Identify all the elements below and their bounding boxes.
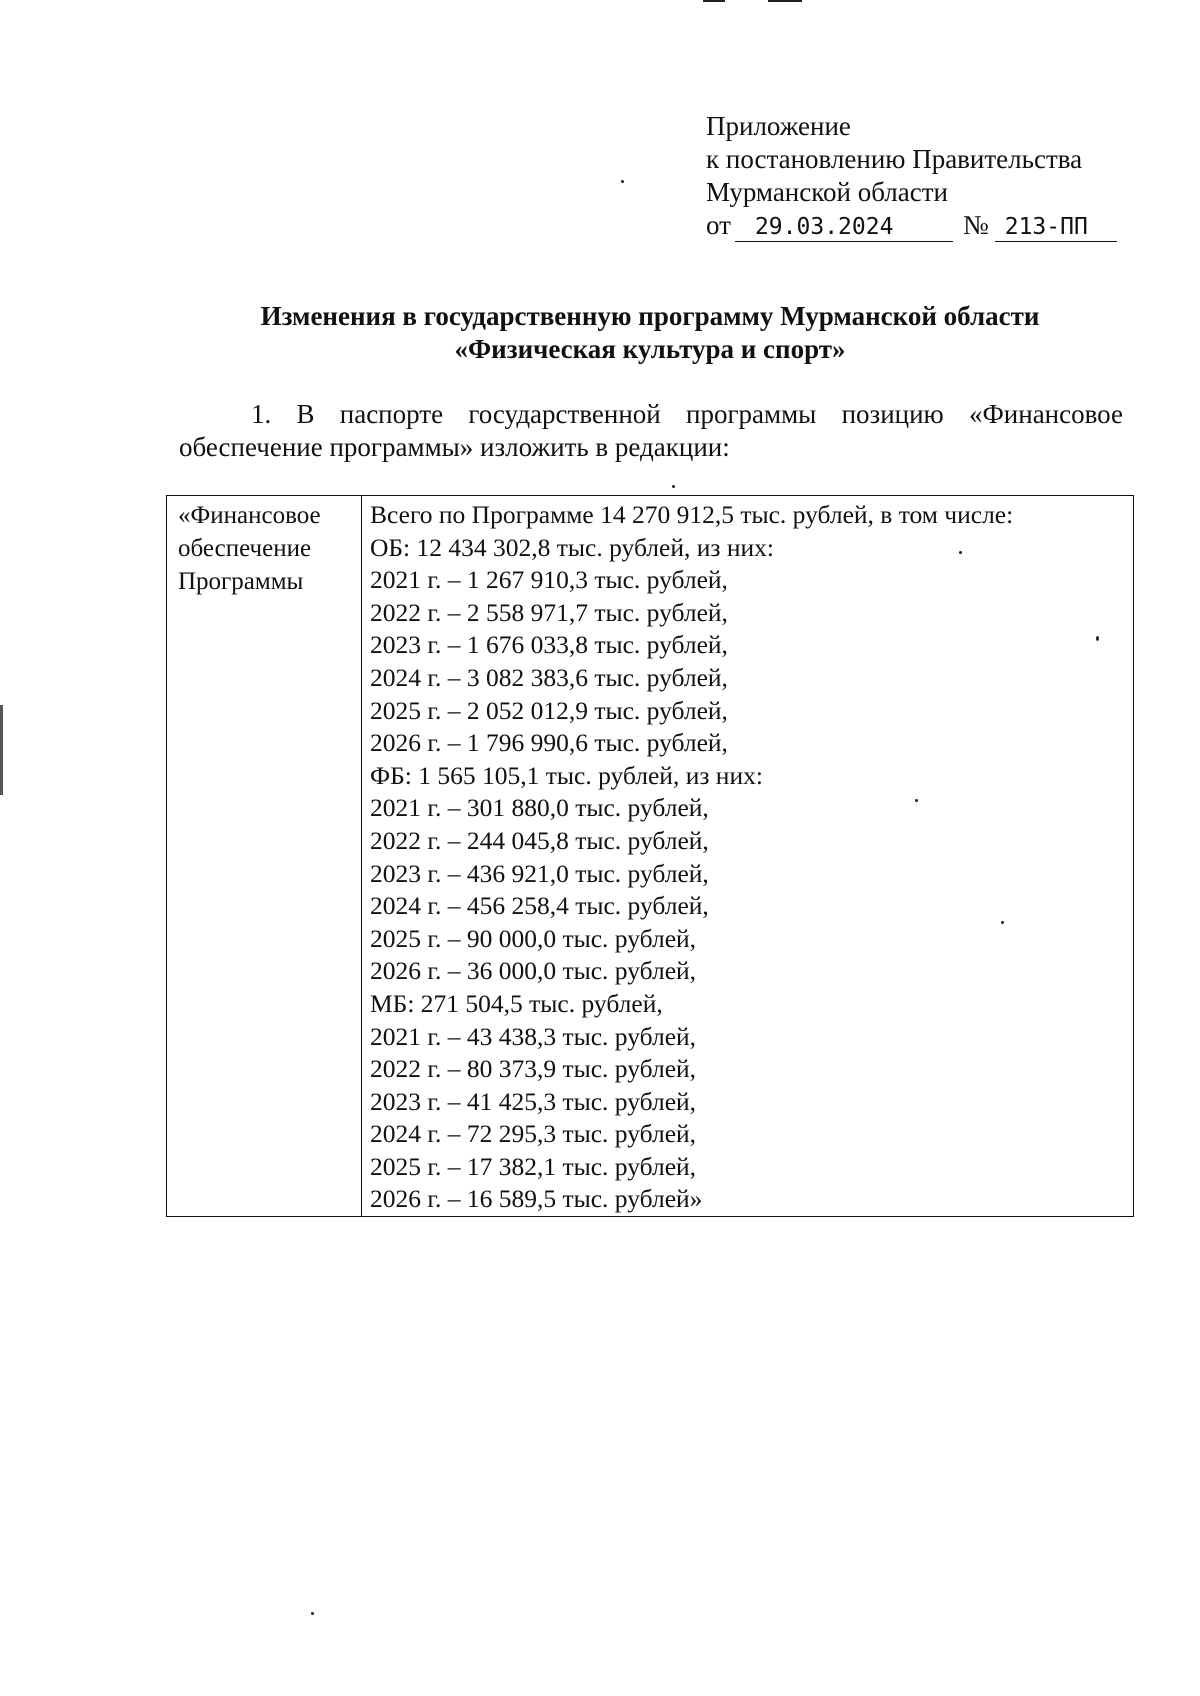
mb-year-line: 2023 г. – 41 425,3 тыс. рублей, — [370, 1086, 697, 1116]
fb-year-line: 2026 г. – 36 000,0 тыс. рублей, — [370, 956, 697, 986]
annex-header — [706, 110, 1117, 242]
mb-year-line: 2024 г. – 72 295,3 тыс. рублей, — [370, 1119, 697, 1149]
fb-year-line: 2021 г. – 301 880,0 тыс. рублей, — [370, 793, 709, 823]
mb-year-line: 2022 г. – 80 373,9 тыс. рублей, — [370, 1054, 697, 1084]
resolution-number: 213-ПП — [995, 213, 1117, 242]
mb-year-line: 2026 г. – 16 589,5 тыс. рублей» — [370, 1184, 703, 1214]
table-label-cell — [167, 496, 362, 1216]
ob-year-line: 2023 г. – 1 676 033,8 тыс. рублей, — [370, 630, 728, 660]
fb-year-line: 2023 г. – 436 921,0 тыс. рублей, — [370, 858, 709, 888]
from-label: от — [706, 210, 731, 240]
mb-year-line: 2021 г. – 43 438,3 тыс. рублей, — [370, 1021, 697, 1051]
document-title — [150, 300, 1150, 366]
label-line: Программы — [178, 568, 304, 595]
resolution-date: 29.03.2024 — [735, 213, 953, 242]
scan-mark-top-2 — [768, 0, 802, 2]
mb-total-line: МБ: 271 504,5 тыс. рублей, — [370, 988, 663, 1018]
financing-table — [166, 495, 1134, 1217]
annex-date-line — [706, 209, 1117, 242]
table-value-cell — [362, 496, 1133, 1216]
ob-year-line: 2025 г. – 2 052 012,9 тыс. рублей, — [370, 695, 728, 725]
ob-year-line: 2021 г. – 1 267 910,3 тыс. рублей, — [370, 565, 728, 595]
label-line: обеспечение — [178, 535, 312, 562]
scan-speck — [621, 180, 624, 183]
ob-year-line: 2022 г. – 2 558 971,7 тыс. рублей, — [370, 597, 728, 627]
ob-year-line: 2026 г. – 1 796 990,6 тыс. рублей, — [370, 728, 728, 758]
fb-total-line: ФБ: 1 565 105,1 тыс. рублей, из них: — [370, 760, 763, 790]
fb-year-line: 2022 г. – 244 045,8 тыс. рублей, — [370, 825, 709, 855]
ob-total-line: ОБ: 12 434 302,8 тыс. рублей, из них: — [370, 532, 774, 562]
paragraph-1: 1. В паспорте государственной программы позицию «Финансовое обеспечение программы» изложить в редакции: — [179, 399, 1123, 462]
total-line: Всего по Программе 14 270 912,5 тыс. рублей, в том числе: — [370, 500, 1014, 529]
title-line-2: «Физическая культура и спорт» — [454, 334, 846, 364]
fb-year-line: 2025 г. – 90 000,0 тыс. рублей, — [370, 923, 697, 953]
scan-speck — [311, 1612, 314, 1615]
scan-mark-left-edge — [0, 705, 3, 795]
ob-year-line: 2024 г. – 3 082 383,6 тыс. рублей, — [370, 662, 728, 692]
number-label: № — [962, 210, 989, 240]
scan-speck — [672, 485, 675, 488]
title-line-1: Изменения в государственную программу Мурманской области — [260, 301, 1040, 331]
scan-mark-top-1 — [703, 0, 725, 2]
annex-line-2: к постановлению Правительства — [706, 144, 1083, 174]
label-line: «Финансовое — [178, 502, 321, 529]
annex-line-3: Мурманской области — [706, 177, 948, 207]
fb-year-line: 2024 г. – 456 258,4 тыс. рублей, — [370, 891, 709, 921]
mb-year-line: 2025 г. – 17 382,1 тыс. рублей, — [370, 1151, 697, 1181]
annex-line-1: Приложение — [706, 111, 851, 141]
